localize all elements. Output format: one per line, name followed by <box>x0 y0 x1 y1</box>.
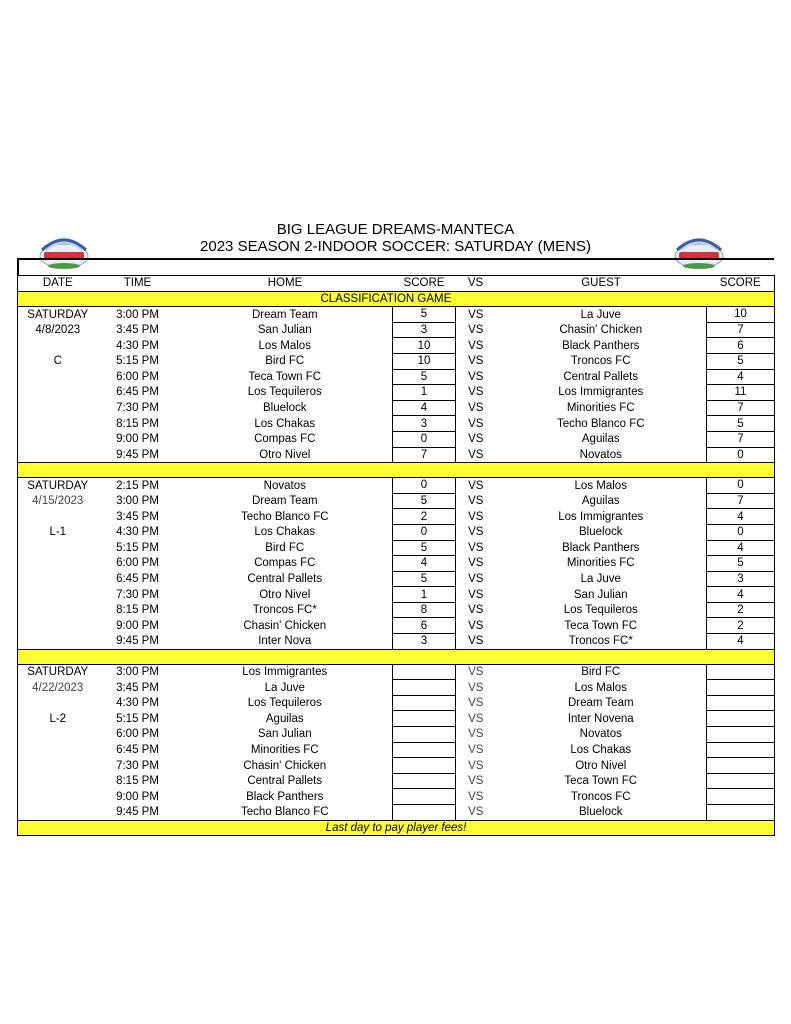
guest-score: 0 <box>707 524 775 540</box>
game-time: 3:45 PM <box>116 510 159 523</box>
col-guest-score-header: SCORE <box>707 276 775 292</box>
guest-score <box>707 664 775 680</box>
game-time: 3:00 PM <box>116 308 159 321</box>
game-row <box>18 618 775 634</box>
guest-team: Aguilas <box>581 433 620 446</box>
home-score: 4 <box>393 400 456 416</box>
col-score-header: SCORE <box>393 276 456 292</box>
date-cell-empty <box>18 587 98 603</box>
vs-label: VS <box>468 635 484 648</box>
game-row <box>18 727 775 743</box>
vs-label: VS <box>468 324 484 337</box>
vs-label: VS <box>468 308 484 321</box>
game-time: 7:30 PM <box>116 588 159 601</box>
date-cell-empty <box>18 369 98 385</box>
vs-label: VS <box>468 775 484 788</box>
guest-score <box>707 758 775 774</box>
guest-score: 7 <box>707 493 775 509</box>
guest-score: 5 <box>707 353 775 369</box>
game-time: 6:00 PM <box>116 728 159 741</box>
date-cell-empty <box>18 634 98 650</box>
game-row <box>18 385 775 401</box>
home-team: Chasin' Chicken <box>243 759 327 772</box>
home-score <box>393 695 456 711</box>
col-guest-header: GUEST <box>496 276 707 292</box>
date-cell-empty <box>18 571 98 587</box>
game-time: 4:30 PM <box>116 697 159 710</box>
home-score <box>393 773 456 789</box>
game-time: 8:15 PM <box>116 417 159 430</box>
vs-label: VS <box>468 448 484 461</box>
game-row <box>18 338 775 354</box>
guest-team: Novatos <box>579 448 622 461</box>
game-time: 6:45 PM <box>116 572 159 585</box>
home-score <box>393 727 456 743</box>
home-team: Otro Nivel <box>259 588 311 601</box>
game-time: 8:15 PM <box>116 775 159 788</box>
page-subtitle: 2023 SEASON 2-INDOOR SOCCER: SATURDAY (MENS) <box>200 238 591 255</box>
date-cell-empty <box>18 618 98 634</box>
game-time: 3:00 PM <box>116 666 159 679</box>
vs-label: VS <box>468 510 484 523</box>
date-cell-empty <box>18 416 98 432</box>
guest-score: 0 <box>707 478 775 494</box>
page-title: BIG LEAGUE DREAMS-MANTECA <box>276 221 515 238</box>
date-cell-empty <box>18 540 98 556</box>
guest-score: 10 <box>707 307 775 323</box>
home-team: Aguilas <box>265 712 304 725</box>
guest-team: Los Chakas <box>570 743 632 756</box>
game-time: 9:00 PM <box>116 433 159 446</box>
guest-score <box>707 805 775 821</box>
date-cell-empty <box>18 727 98 743</box>
game-time: 6:45 PM <box>116 386 159 399</box>
home-score: 0 <box>393 478 456 494</box>
game-row <box>18 664 775 680</box>
home-team: Teca Town FC <box>248 370 322 383</box>
guest-score <box>707 680 775 696</box>
game-time: 9:00 PM <box>116 790 159 803</box>
game-row <box>18 478 775 494</box>
guest-team: Bluelock <box>579 806 623 819</box>
guest-team: Otro Nivel <box>575 759 627 772</box>
home-team: Minorities FC <box>250 743 319 756</box>
vs-label: VS <box>468 479 484 492</box>
home-score <box>393 758 456 774</box>
vs-label: VS <box>468 355 484 368</box>
block-separator <box>18 463 775 478</box>
home-score: 5 <box>393 369 456 385</box>
home-score: 3 <box>393 416 456 432</box>
block-label: L-1 <box>49 526 67 539</box>
home-team: Central Pallets <box>247 775 323 788</box>
game-row <box>18 571 775 587</box>
block-label: C <box>53 355 62 368</box>
guest-team: Los Malos <box>574 479 627 492</box>
date-cell-empty <box>18 556 98 572</box>
guest-score <box>707 789 775 805</box>
home-team: Central Pallets <box>247 572 323 585</box>
home-score <box>393 711 456 727</box>
separator-bar <box>18 649 775 664</box>
vs-label: VS <box>468 604 484 617</box>
game-row <box>18 758 775 774</box>
vs-label: VS <box>468 666 484 679</box>
column-header-row <box>18 276 775 292</box>
home-team: Bird FC <box>265 541 305 554</box>
block-date: 4/8/2023 <box>35 324 81 337</box>
guest-team: Central Pallets <box>563 370 639 383</box>
guest-score: 4 <box>707 540 775 556</box>
guest-score: 4 <box>707 634 775 650</box>
home-team: Black Panthers <box>246 790 324 803</box>
home-score: 1 <box>393 385 456 401</box>
separator-bar <box>18 463 775 478</box>
home-score: 4 <box>393 556 456 572</box>
vs-label: VS <box>468 386 484 399</box>
home-score: 0 <box>393 524 456 540</box>
guest-team: Black Panthers <box>562 541 640 554</box>
guest-score: 11 <box>707 385 775 401</box>
game-row <box>18 556 775 572</box>
home-score: 10 <box>393 353 456 369</box>
home-score <box>393 805 456 821</box>
guest-score <box>707 773 775 789</box>
home-score: 1 <box>393 587 456 603</box>
game-time: 4:30 PM <box>116 339 159 352</box>
game-time: 5:15 PM <box>116 712 159 725</box>
date-cell-empty <box>18 509 98 525</box>
schedule-table <box>17 275 775 836</box>
block-day: SATURDAY <box>27 666 89 679</box>
block-date: 4/15/2023 <box>32 495 84 508</box>
home-team: San Julian <box>257 324 312 337</box>
vs-label: VS <box>468 495 484 508</box>
home-score <box>393 789 456 805</box>
home-score: 5 <box>393 307 456 323</box>
home-team: Bird FC <box>265 355 305 368</box>
guest-team: Bluelock <box>579 526 623 539</box>
vs-label: VS <box>468 588 484 601</box>
date-cell-empty <box>18 447 98 463</box>
home-team: Los Tequileros <box>247 386 322 399</box>
col-date-header: DATE <box>18 276 98 292</box>
home-team: La Juve <box>264 681 305 694</box>
block-label: L-2 <box>49 712 67 725</box>
home-score: 2 <box>393 509 456 525</box>
game-row <box>18 805 775 821</box>
home-team: Novatos <box>263 479 306 492</box>
guest-score: 3 <box>707 571 775 587</box>
home-score: 10 <box>393 338 456 354</box>
guest-team: Minorities FC <box>566 557 635 570</box>
home-team: Dream Team <box>251 308 318 321</box>
guest-team: San Julian <box>573 588 628 601</box>
home-score <box>393 664 456 680</box>
game-time: 3:00 PM <box>116 495 159 508</box>
game-time: 7:30 PM <box>116 759 159 772</box>
date-cell-empty <box>18 758 98 774</box>
vs-label: VS <box>468 806 484 819</box>
vs-label: VS <box>468 728 484 741</box>
col-home-header: HOME <box>178 276 393 292</box>
vs-label: VS <box>468 402 484 415</box>
game-time: 3:45 PM <box>116 681 159 694</box>
game-row <box>18 680 775 696</box>
game-row <box>18 447 775 463</box>
home-score <box>393 742 456 758</box>
game-row <box>18 789 775 805</box>
guest-team: Troncos FC* <box>568 635 633 648</box>
guest-score: 2 <box>707 618 775 634</box>
game-row <box>18 369 775 385</box>
game-time: 6:00 PM <box>116 557 159 570</box>
guest-score <box>707 695 775 711</box>
guest-team: Dream Team <box>567 697 634 710</box>
classification-banner-row <box>18 291 775 307</box>
vs-label: VS <box>468 572 484 585</box>
col-time-header: TIME <box>98 276 178 292</box>
guest-score: 7 <box>707 400 775 416</box>
home-score <box>393 680 456 696</box>
game-row <box>18 431 775 447</box>
guest-score: 7 <box>707 322 775 338</box>
vs-label: VS <box>468 417 484 430</box>
game-time: 6:45 PM <box>116 743 159 756</box>
home-team: Los Immigrantes <box>242 666 328 679</box>
vs-label: VS <box>468 681 484 694</box>
date-cell-empty <box>18 338 98 354</box>
game-time: 5:15 PM <box>116 355 159 368</box>
home-team: Troncos FC* <box>252 604 317 617</box>
guest-score: 4 <box>707 369 775 385</box>
game-row <box>18 602 775 618</box>
guest-team: Black Panthers <box>562 339 640 352</box>
vs-label: VS <box>468 697 484 710</box>
date-cell-empty <box>18 773 98 789</box>
date-cell-empty <box>18 742 98 758</box>
home-team: Compas FC <box>254 557 316 570</box>
game-row <box>18 540 775 556</box>
block-date: 4/22/2023 <box>32 681 84 694</box>
game-row <box>18 307 775 323</box>
home-team: Chasin' Chicken <box>243 619 327 632</box>
date-cell-empty <box>18 695 98 711</box>
vs-label: VS <box>468 433 484 446</box>
guest-score: 4 <box>707 509 775 525</box>
vs-label: VS <box>468 619 484 632</box>
vs-label: VS <box>468 557 484 570</box>
block-day: SATURDAY <box>27 479 89 492</box>
game-row <box>18 711 775 727</box>
vs-label: VS <box>468 370 484 383</box>
game-row <box>18 416 775 432</box>
home-score: 5 <box>393 571 456 587</box>
guest-score: 2 <box>707 602 775 618</box>
home-team: Techo Blanco FC <box>240 806 329 819</box>
vs-label: VS <box>468 759 484 772</box>
guest-score: 7 <box>707 431 775 447</box>
vs-label: VS <box>468 790 484 803</box>
home-score: 6 <box>393 618 456 634</box>
date-cell-empty <box>18 602 98 618</box>
vs-label: VS <box>468 339 484 352</box>
game-time: 4:30 PM <box>116 526 159 539</box>
home-score: 5 <box>393 540 456 556</box>
guest-team: Troncos FC <box>570 790 631 803</box>
game-row <box>18 634 775 650</box>
guest-score: 0 <box>707 447 775 463</box>
game-row <box>18 773 775 789</box>
home-team: Los Chakas <box>254 526 316 539</box>
home-score: 3 <box>393 322 456 338</box>
vs-label: VS <box>468 712 484 725</box>
guest-team: Teca Town FC <box>564 619 638 632</box>
guest-team: Los Tequileros <box>563 604 638 617</box>
game-row <box>18 509 775 525</box>
vs-label: VS <box>468 743 484 756</box>
title-divider <box>17 258 774 275</box>
home-team: San Julian <box>257 728 312 741</box>
guest-team: Teca Town FC <box>564 775 638 788</box>
classification-banner: CLASSIFICATION GAME <box>178 291 775 307</box>
home-team: Compas FC <box>254 433 316 446</box>
game-row <box>18 353 775 369</box>
guest-team: Bird FC <box>581 666 621 679</box>
game-time: 7:30 PM <box>116 402 159 415</box>
guest-team: Troncos FC <box>570 355 631 368</box>
guest-score: 5 <box>707 556 775 572</box>
guest-score <box>707 742 775 758</box>
game-time: 9:45 PM <box>116 448 159 461</box>
guest-team: Los Immigrantes <box>558 386 644 399</box>
date-cell-empty <box>18 431 98 447</box>
vs-label: VS <box>468 526 484 539</box>
vs-label: VS <box>468 541 484 554</box>
game-time: 8:15 PM <box>116 604 159 617</box>
game-time: 9:45 PM <box>116 806 159 819</box>
footer-banner: Last day to pay player fees! <box>18 820 775 835</box>
game-time: 3:45 PM <box>116 324 159 337</box>
game-time: 9:45 PM <box>116 635 159 648</box>
date-cell-empty <box>18 400 98 416</box>
block-day: SATURDAY <box>27 308 89 321</box>
home-team: Los Tequileros <box>247 697 322 710</box>
game-row <box>18 695 775 711</box>
date-cell-empty <box>18 805 98 821</box>
footer-banner-row <box>18 820 775 835</box>
home-team: Bluelock <box>263 402 307 415</box>
home-team: Otro Nivel <box>259 448 311 461</box>
guest-team: Inter Novena <box>567 712 634 725</box>
home-score: 3 <box>393 634 456 650</box>
game-time: 6:00 PM <box>116 370 159 383</box>
game-row <box>18 322 775 338</box>
guest-team: Minorities FC <box>566 402 635 415</box>
home-team: Techo Blanco FC <box>240 510 329 523</box>
guest-team: Novatos <box>579 728 622 741</box>
home-score: 7 <box>393 447 456 463</box>
guest-team: Chasin' Chicken <box>559 324 643 337</box>
game-row <box>18 742 775 758</box>
home-score: 8 <box>393 602 456 618</box>
guest-team: Los Immigrantes <box>558 510 644 523</box>
home-team: Los Chakas <box>254 417 316 430</box>
block-separator <box>18 649 775 664</box>
guest-score: 5 <box>707 416 775 432</box>
game-time: 2:15 PM <box>116 479 159 492</box>
guest-team: Techo Blanco FC <box>556 417 645 430</box>
game-row <box>18 493 775 509</box>
game-row <box>18 524 775 540</box>
home-team: Dream Team <box>251 495 318 508</box>
guest-score: 6 <box>707 338 775 354</box>
home-score: 0 <box>393 431 456 447</box>
date-cell-empty <box>18 385 98 401</box>
game-row <box>18 587 775 603</box>
home-score: 5 <box>393 493 456 509</box>
col-vs-header: VS <box>456 276 496 292</box>
guest-score <box>707 727 775 743</box>
guest-team: Aguilas <box>581 495 620 508</box>
guest-team: La Juve <box>580 572 621 585</box>
guest-team: Los Malos <box>574 681 627 694</box>
home-team: Los Malos <box>258 339 311 352</box>
game-time: 9:00 PM <box>116 619 159 632</box>
guest-team: La Juve <box>580 308 621 321</box>
game-row <box>18 400 775 416</box>
guest-score <box>707 711 775 727</box>
date-cell-empty <box>18 789 98 805</box>
home-team: Inter Nova <box>258 635 312 648</box>
game-time: 5:15 PM <box>116 541 159 554</box>
guest-score: 4 <box>707 587 775 603</box>
